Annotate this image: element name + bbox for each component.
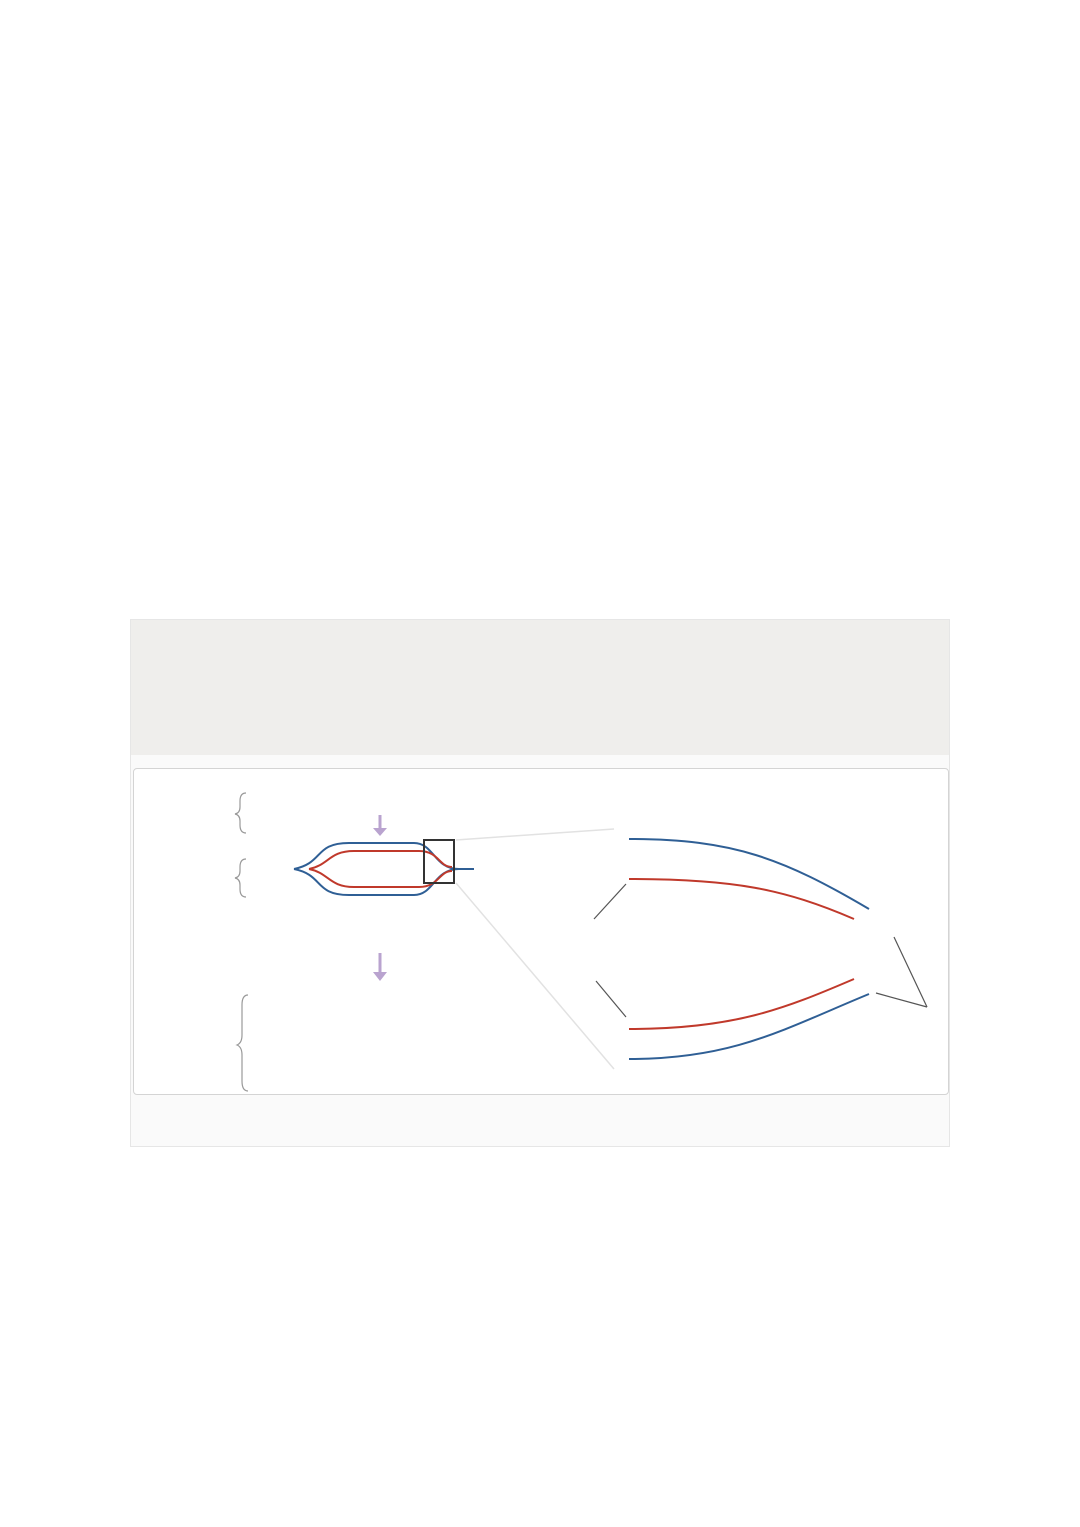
down-arrow-2 <box>373 953 387 981</box>
brace-parental <box>235 793 246 833</box>
pointer-parent-top <box>894 937 927 1007</box>
brace-molecules <box>237 995 248 1091</box>
pointer-new-bottom <box>596 981 626 1017</box>
figure-title-band <box>131 620 949 755</box>
replication-diagram <box>134 769 948 1094</box>
replication-bubble <box>294 840 474 895</box>
replication-fork-detail <box>629 839 869 1059</box>
down-arrow-1 <box>373 815 387 836</box>
pointer-parent-bottom <box>876 993 927 1007</box>
replication-figure <box>130 619 950 1147</box>
zoom-line-bottom <box>456 883 614 1069</box>
brace-in-progress <box>235 859 246 897</box>
zoom-line-top <box>456 829 614 840</box>
pointer-new-top <box>594 884 626 919</box>
figure-diagram-panel <box>133 768 949 1095</box>
